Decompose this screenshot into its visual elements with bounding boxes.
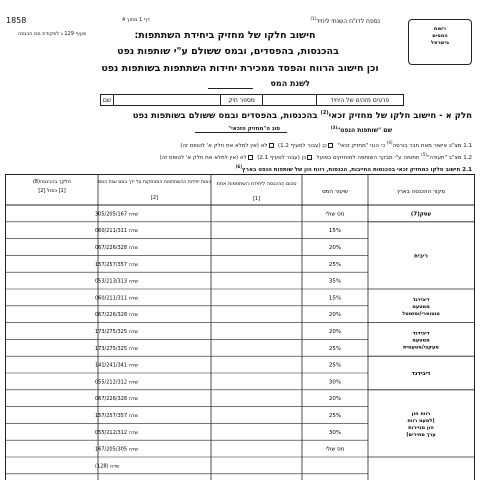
group-label: טוטוארי/ומשוטל <box>402 310 440 317</box>
units-input[interactable] <box>98 373 211 390</box>
item-1-2-yes-checkbox[interactable] <box>307 155 312 160</box>
form-subtitle: בהכנסות, בהפסדים, ובמס ששולם ע"י שותפות נפט <box>117 46 339 57</box>
group-label: ריבית <box>414 253 428 260</box>
units-input[interactable] <box>98 255 211 272</box>
header-share-formula: [1] כפול [2] <box>38 188 66 194</box>
income-input[interactable] <box>211 440 302 457</box>
header-rate: שיעור המס <box>322 189 348 195</box>
rate-value: 25% <box>328 345 342 352</box>
group-label: (למעט רווח <box>407 417 435 424</box>
rate-value: 25% <box>328 261 342 268</box>
income-table <box>5 174 475 480</box>
item-1-1-yes-checkbox[interactable] <box>328 143 333 148</box>
income-input[interactable] <box>211 272 302 289</box>
item-2-1: 2.1 חישוב חלקו כמחזיק זכאי בהכנסות החייבות, הכנסות, רווח הון של שותפות הנפט בארץ$^{(6)}$ <box>235 164 472 173</box>
form-number: 1858 <box>6 16 27 25</box>
share-input[interactable] <box>6 255 98 272</box>
name-field[interactable] <box>113 95 220 105</box>
units-input[interactable] <box>98 306 211 323</box>
share-input[interactable] <box>6 356 98 373</box>
rate-value: 15% <box>328 228 342 235</box>
rate-value: 20% <box>328 312 342 319</box>
share-input[interactable] <box>6 205 98 222</box>
group-label: מעקבי/מטעמית <box>403 344 439 351</box>
share-input[interactable] <box>6 272 98 289</box>
units-input[interactable] <box>98 239 211 256</box>
item-1-2-no-checkbox[interactable] <box>248 155 253 160</box>
units-input[interactable] <box>98 474 211 480</box>
units-input[interactable] <box>98 222 211 239</box>
share-input[interactable] <box>6 306 98 323</box>
income-input[interactable] <box>211 390 302 407</box>
rate-value: 35% <box>328 278 342 285</box>
income-table-grid <box>6 175 474 480</box>
units-input[interactable] <box>98 205 211 222</box>
group-label: עסק(7) <box>410 211 432 218</box>
group-label: ערך סחירים) <box>406 431 436 438</box>
share-input[interactable] <box>6 373 98 390</box>
group-label: ממטעמ <box>412 337 430 344</box>
units-input[interactable] <box>98 423 211 440</box>
appendix-label: נספח לדו"ח השנתי ליחיד$^{(1)}$ <box>310 16 380 25</box>
group-label: דיבידנד <box>412 296 430 303</box>
income-input[interactable] <box>211 474 302 480</box>
share-input[interactable] <box>6 339 98 356</box>
form-subtitle-2: וכן חישוב הרווח והפסד ממכירת יחידות השתתפות בשותפות נפט <box>101 63 379 74</box>
holder-details-label: פרטים מזהים של היחיד <box>316 95 403 105</box>
rate-value: 20% <box>328 396 342 403</box>
rate-value: 20% <box>328 245 342 251</box>
units-input[interactable] <box>98 339 211 356</box>
group-label: דיבידנד <box>411 371 431 377</box>
partnership-name-field[interactable] <box>195 132 287 133</box>
holder-type-label: סוג ה"מחזיק הזכאי" <box>228 126 280 132</box>
item-1-1: 1.1 מצ"ב אישור מאת חבר בורסה$^{(4)}$ כי הנני "מחזיק זכאי" כן (עבור לסעיף 1.2) לא (אין למלא את חלק א' לטופס זה) <box>180 140 472 149</box>
tax-authority-logo: רשות המסים בישראל <box>408 19 472 65</box>
income-input[interactable] <box>211 222 302 239</box>
income-input[interactable] <box>211 289 302 306</box>
share-input[interactable] <box>6 390 98 407</box>
units-input[interactable] <box>98 457 211 474</box>
group-label: רווח הון <box>411 410 431 417</box>
header-source: מקור ההכנסה בארץ <box>396 189 446 195</box>
legal-reference: סעיף 129 ג לפקודת מס הכנסה <box>18 31 87 37</box>
item-1-1-no-checkbox[interactable] <box>269 143 274 148</box>
income-input[interactable] <box>211 423 302 440</box>
page-info: דף 1 מתוך 4 <box>122 17 150 23</box>
header-income-ref: [1] <box>252 196 261 202</box>
header-income: סכום ההכנסה ליחידת השתתפות אחת <box>216 181 297 187</box>
share-input[interactable] <box>6 457 98 474</box>
income-input[interactable] <box>211 457 302 474</box>
units-input[interactable] <box>98 356 211 373</box>
rate-value: 20% <box>328 329 342 335</box>
share-input[interactable] <box>6 407 98 424</box>
header-units-ref: [2] <box>150 195 159 201</box>
tax-year-field[interactable] <box>208 88 253 89</box>
units-input[interactable] <box>98 289 211 306</box>
share-input[interactable] <box>6 239 98 256</box>
rate-value: מס שולי <box>325 446 345 453</box>
rate-value: 25% <box>328 413 342 419</box>
file-number-field[interactable] <box>262 95 316 105</box>
share-input[interactable] <box>6 474 98 480</box>
income-input[interactable] <box>211 339 302 356</box>
rate-value: מס שולי <box>325 211 345 218</box>
header-share: חלקך בהכנסה(8) <box>32 179 72 185</box>
units-input[interactable] <box>98 440 211 457</box>
income-input[interactable] <box>211 373 302 390</box>
rate-value: 30% <box>328 429 342 436</box>
form-title: חישוב חלקו של מחזיק ביחידת השתתפות: <box>134 30 316 41</box>
share-input[interactable] <box>6 423 98 440</box>
share-input[interactable] <box>6 440 98 457</box>
header-units: כמות יחידות ההשתתפות המוחזקות על ידך במס שנת המס <box>98 180 211 185</box>
item-1-2: 1.2 מצ"ב "תעודה"$^{(5)}$ חתומה ע"י מבקר השותפה למוחזקים בפועל כן (עבור לסעיף 2.1) לא (אין למלא את חלק א' לטופס זה) <box>159 152 472 161</box>
share-input[interactable] <box>6 222 98 239</box>
income-input[interactable] <box>211 255 302 272</box>
file-number-label: מספר תיק <box>220 95 262 105</box>
rate-value: 30% <box>328 379 342 386</box>
share-input[interactable] <box>6 289 98 306</box>
part-a-heading: חלק א - חישוב חלקו של מחזיק זכאי$^{(2)}$ בהכנסות, בהפסדים ובמס ששולם בשותפות נפט <box>132 110 472 121</box>
rate-value: 15% <box>328 295 342 302</box>
group-label: ממטעמ <box>412 303 430 310</box>
income-input[interactable] <box>211 205 302 222</box>
tax-year-label: לשנת המס <box>270 79 310 88</box>
income-input[interactable] <box>211 356 302 373</box>
income-input[interactable] <box>211 407 302 424</box>
income-input[interactable] <box>211 239 302 256</box>
units-input[interactable] <box>98 390 211 407</box>
group-label: הון מניירות <box>408 424 434 431</box>
income-input[interactable] <box>211 323 302 340</box>
group-label: דיבידנד <box>412 330 430 337</box>
income-input[interactable] <box>211 306 302 323</box>
units-input[interactable] <box>98 272 211 289</box>
units-input[interactable] <box>98 407 211 424</box>
identity-row <box>100 94 404 106</box>
partnership-name-label: שם "שותפות הנפט"$^{(3)}$ <box>330 125 392 134</box>
share-input[interactable] <box>6 323 98 340</box>
rate-value: 25% <box>328 362 342 369</box>
name-label: שם <box>102 96 112 104</box>
units-input[interactable] <box>98 323 211 340</box>
